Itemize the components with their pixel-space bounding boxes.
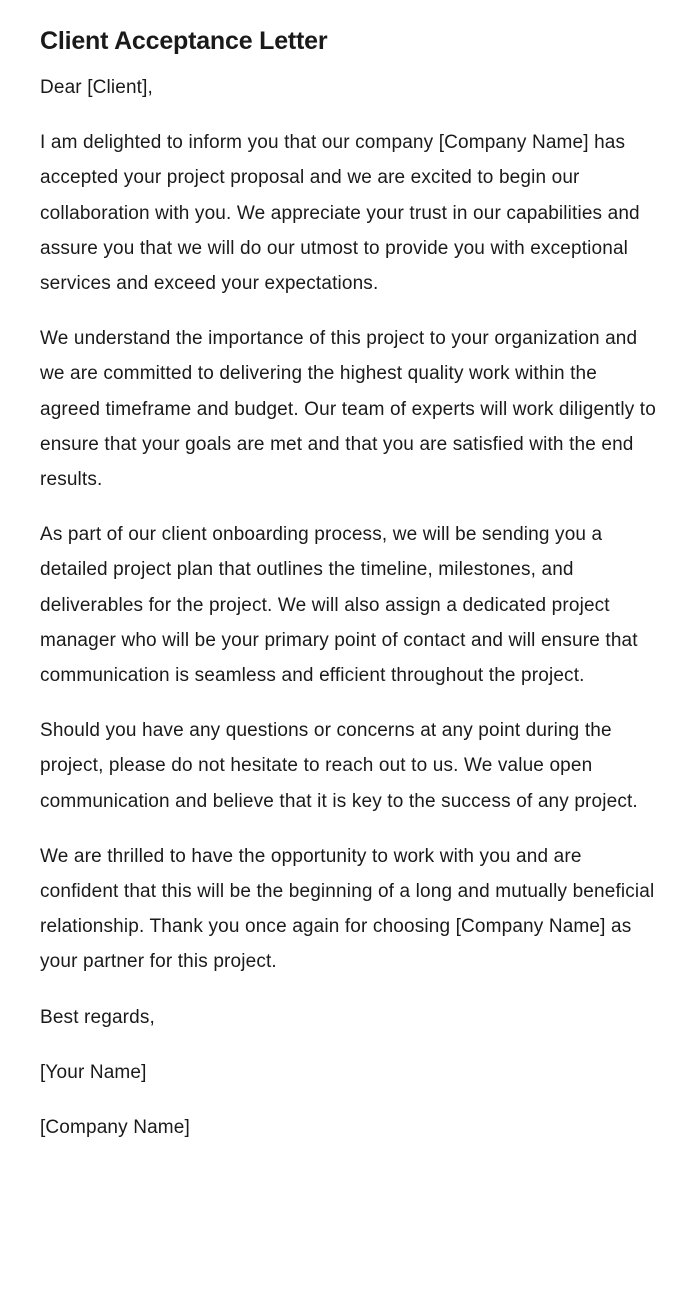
body-paragraph-1: I am delighted to inform you that our company [Company Name] has accepted your project proposal and we are excited to begin our collaboration with you. We appreciate your trust in our capabilities and assure you that we will do our utmost to provide you with exceptional services and exceed your expectations.	[40, 132, 640, 295]
body-paragraph-2: We understand the importance of this project to your organization and we are committed to delivering the highest quality work within the agreed timeframe and budget. Our team of experts will work diligently to ensure that your goals are met and that you are satisfied with the end results.	[40, 328, 656, 491]
salutation: Dear [Client],	[40, 77, 153, 98]
body-paragraph-3: As part of our client onboarding process, we will be sending you a detailed project plan that outlines the timeline, milestones, and deliverables for the project. We will also assign a dedicated project manager who will be your primary point of contact and will ensure that communication is seamless and efficient throughout the project.	[40, 524, 638, 687]
body-paragraph-4: Should you have any questions or concerns at any point during the project, please do not hesitate to reach out to us. We value open communication and believe that it is key to the success of any project.	[40, 720, 638, 812]
signature-company: [Company Name]	[40, 1117, 190, 1139]
body-paragraph-5: We are thrilled to have the opportunity to work with you and are confident that this will be the beginning of a long and mutually beneficial relationship. Thank you once again for choosing [Company Name] as your partner for this project.	[40, 845, 655, 973]
document-title: Client Acceptance Letter	[40, 27, 328, 55]
closing: Best regards,	[40, 1006, 155, 1028]
signature-name: [Your Name]	[40, 1061, 147, 1083]
